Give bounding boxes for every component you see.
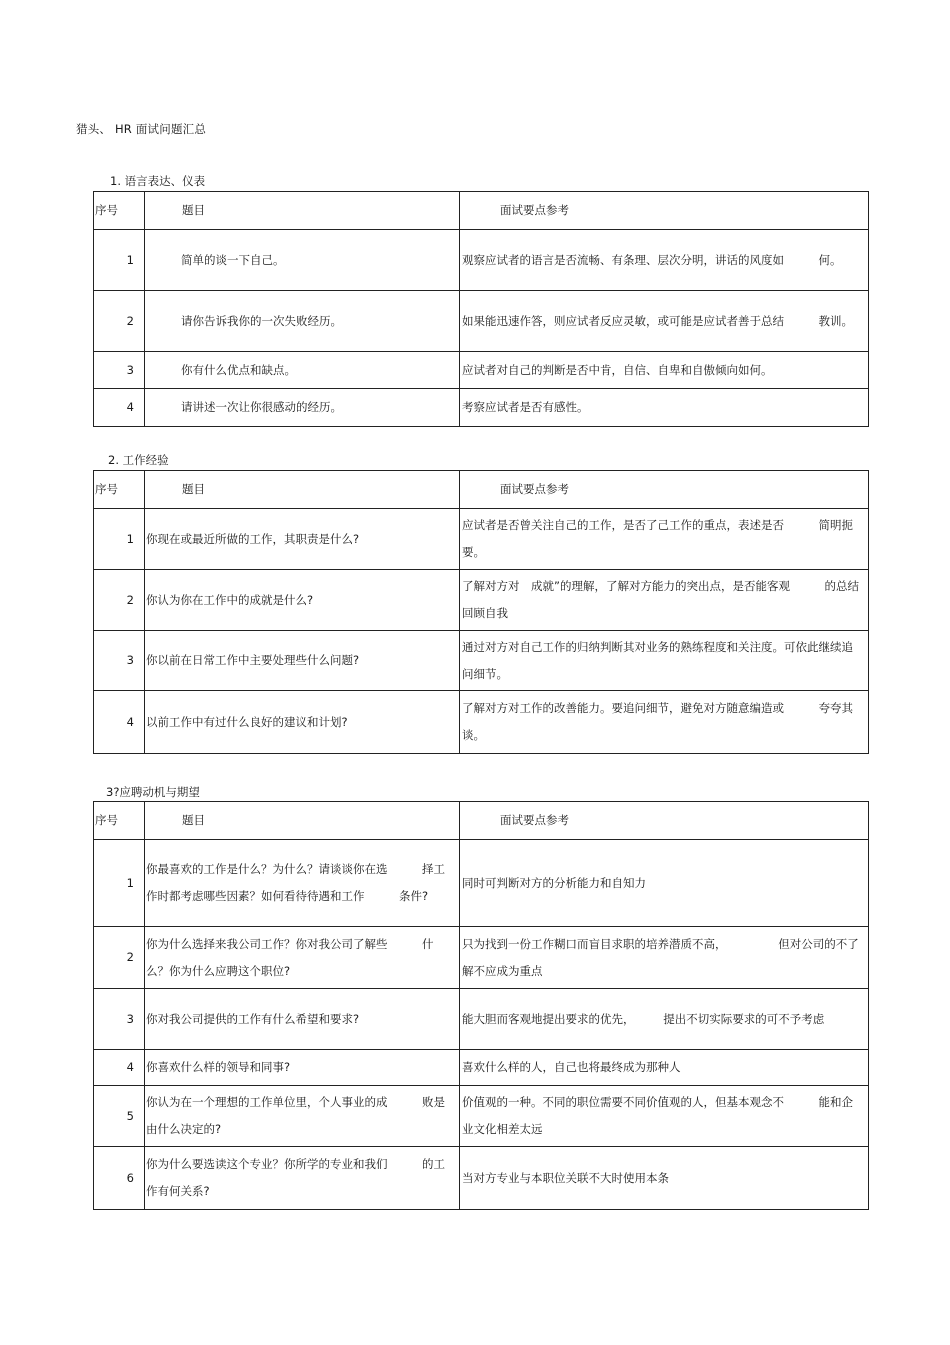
table-row xyxy=(94,1050,869,1086)
section-heading-experience: 2. 工作经验 xyxy=(108,453,169,467)
row-question: 请讲述一次让你很感动的经历。 xyxy=(145,389,460,427)
row-question: 简单的谈一下自己。 xyxy=(145,230,460,291)
table-row xyxy=(94,840,869,927)
row-question: 以前工作中有过什么良好的建议和计划? xyxy=(145,691,460,754)
header-question: 题目 xyxy=(145,471,460,509)
table-row xyxy=(94,1147,869,1210)
row-answer: 考察应试者是否有感性。 xyxy=(460,389,869,427)
row-seq: 2 xyxy=(94,570,145,631)
row-question: 请你告诉我你的一次失败经历。 xyxy=(145,291,460,352)
row-seq: 6 xyxy=(94,1147,145,1210)
row-question: 你认为你在工作中的成就是什么? xyxy=(145,570,460,631)
row-seq: 1 xyxy=(94,509,145,570)
section-heading-language: 1. 语言表达、仪表 xyxy=(110,174,206,188)
row-question: 你认为在一个理想的工作单位里，个人事业的成 败是由什么决定的? xyxy=(145,1086,460,1147)
row-seq: 3 xyxy=(94,989,145,1050)
row-answer: 喜欢什么样的人，自己也将最终成为那种人 xyxy=(460,1050,869,1086)
row-answer: 能大胆而客观地提出要求的优先， 提出不切实际要求的可不予考虑 xyxy=(460,989,869,1050)
row-seq: 2 xyxy=(94,927,145,989)
header-answer: 面试要点参考 xyxy=(460,471,869,509)
row-answer: 了解对方对 成就”的理解，了解对方能力的突出点，是否能客观 的总结回顾自我 xyxy=(460,570,869,631)
table-header-row xyxy=(94,802,869,840)
row-question: 你以前在日常工作中主要处理些什么问题? xyxy=(145,631,460,691)
row-seq: 3 xyxy=(94,631,145,691)
row-question: 你最喜欢的工作是什么？为什么？请谈谈你在选 择工作时都考虑哪些因素？如何看待待遇和工作 条件? xyxy=(145,840,460,927)
document-title: 猎头、 HR 面试问题汇总 xyxy=(76,122,207,136)
table-header-row xyxy=(94,471,869,509)
row-question: 你现在或最近所做的工作，其职责是什么? xyxy=(145,509,460,570)
row-seq: 1 xyxy=(94,230,145,291)
header-question: 题目 xyxy=(145,802,460,840)
table-header-row xyxy=(94,192,869,230)
header-answer: 面试要点参考 xyxy=(460,802,869,840)
table-row xyxy=(94,691,869,754)
row-answer: 价值观的一种。不同的职位需要不同价值观的人，但基本观念不 能和企业文化相差太远 xyxy=(460,1086,869,1147)
header-seq: 序号 xyxy=(94,192,145,230)
row-seq: 4 xyxy=(94,1050,145,1086)
row-answer: 应试者是否曾关注自己的工作，是否了己工作的重点，表述是否 简明扼要。 xyxy=(460,509,869,570)
table-row xyxy=(94,1086,869,1147)
table-row xyxy=(94,989,869,1050)
header-question: 题目 xyxy=(145,192,460,230)
row-question: 你为什么选择来我公司工作？你对我公司了解些 什么？你为什么应聘这个职位? xyxy=(145,927,460,989)
table-row xyxy=(94,389,869,427)
table-experience xyxy=(93,470,869,754)
header-answer: 面试要点参考 xyxy=(460,192,869,230)
row-answer: 同时可判断对方的分析能力和自知力 xyxy=(460,840,869,927)
row-answer: 观察应试者的语言是否流畅、有条理、层次分明，讲话的风度如 何。 xyxy=(460,230,869,291)
table-motivation xyxy=(93,801,869,1210)
header-seq: 序号 xyxy=(94,471,145,509)
table-row xyxy=(94,230,869,291)
row-answer: 只为找到一份工作糊口而盲目求职的培养潜质不高， 但对公司的不了解不应成为重点 xyxy=(460,927,869,989)
table-row xyxy=(94,927,869,989)
table-row xyxy=(94,631,869,691)
header-seq: 序号 xyxy=(94,802,145,840)
table-row xyxy=(94,291,869,352)
section-heading-motivation: 3?应聘动机与期望 xyxy=(106,785,200,799)
row-question: 你有什么优点和缺点。 xyxy=(145,352,460,389)
row-answer: 应试者对自己的判断是否中肯，自信、自卑和自傲倾向如何。 xyxy=(460,352,869,389)
row-answer: 如果能迅速作答，则应试者反应灵敏，或可能是应试者善于总结 教训。 xyxy=(460,291,869,352)
row-seq: 3 xyxy=(94,352,145,389)
row-answer: 了解对方对工作的改善能力。要追问细节，避免对方随意编造或 夸夸其谈。 xyxy=(460,691,869,754)
row-question: 你为什么要选读这个专业？你所学的专业和我们 的工作有何关系? xyxy=(145,1147,460,1210)
table-language xyxy=(93,191,869,427)
table-row xyxy=(94,509,869,570)
row-question: 你对我公司提供的工作有什么希望和要求? xyxy=(145,989,460,1050)
table-row xyxy=(94,352,869,389)
row-seq: 1 xyxy=(94,840,145,927)
row-answer: 通过对方对自己工作的归纳判断其对业务的熟练程度和关注度。可依此继续追问细节。 xyxy=(460,631,869,691)
row-seq: 5 xyxy=(94,1086,145,1147)
row-seq: 4 xyxy=(94,389,145,427)
row-question: 你喜欢什么样的领导和同事? xyxy=(145,1050,460,1086)
table-row xyxy=(94,570,869,631)
row-answer: 当对方专业与本职位关联不大时使用本条 xyxy=(460,1147,869,1210)
row-seq: 2 xyxy=(94,291,145,352)
row-seq: 4 xyxy=(94,691,145,754)
